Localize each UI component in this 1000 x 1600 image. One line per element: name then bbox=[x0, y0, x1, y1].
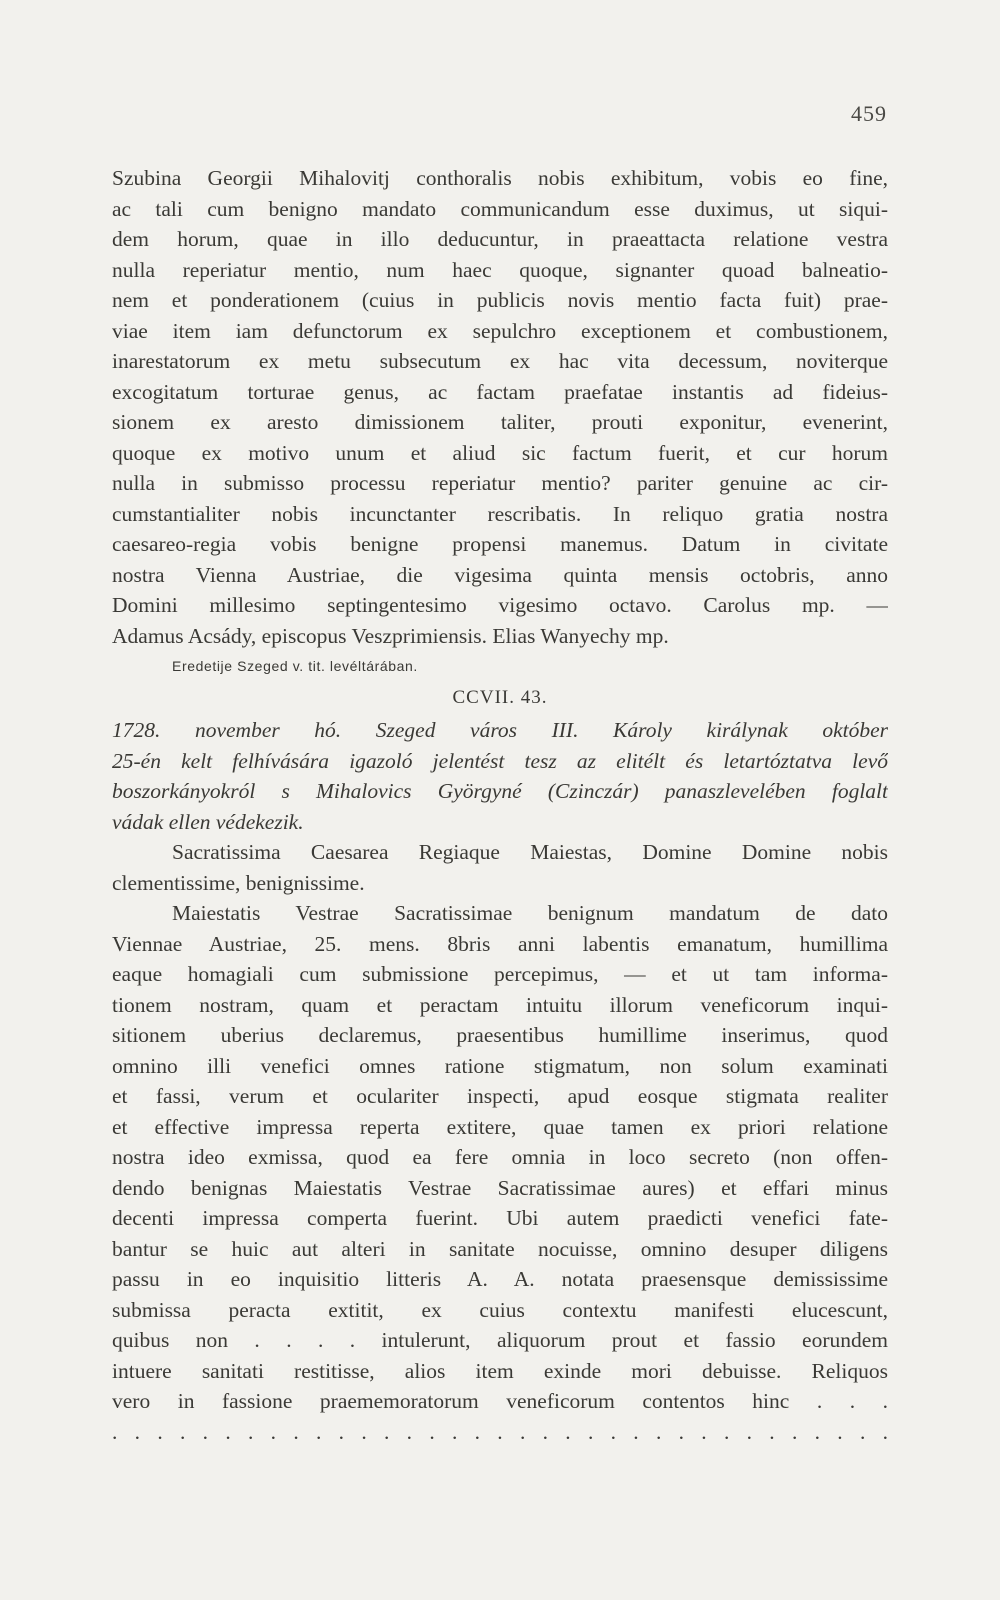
salutation bbox=[112, 837, 888, 898]
salutation-line: Sacratissima Caesarea Regiaque Maiestas, Domine Domine nobis bbox=[172, 840, 888, 864]
text-line: Viennae Austriae, 25. mens. 8bris anni labentis emanatum, humillima bbox=[112, 931, 888, 956]
text-line: sionem ex aresto dimissionem taliter, prouti exponitur, evenerint, bbox=[112, 410, 888, 434]
heading-line: boszorkányokról s Mihalovics Györgyné (Czinczár) panaszlevelében foglalt bbox=[112, 779, 888, 803]
page-number: 459 bbox=[851, 101, 887, 126]
text-line: nulla reperiatur mentio, num haec quoque, signanter quoad balneatio- bbox=[112, 257, 888, 282]
text-line: et effective impressa reperta extitere, quae tamen ex priori relatione bbox=[112, 1114, 888, 1139]
text-line: dem horum, quae in illo deducuntur, in praeattacta relatione vestra bbox=[112, 227, 888, 251]
text-line: intuere sanitati restitisse, alios item exinde mori debuisse. Reliquos bbox=[112, 1358, 888, 1383]
document-number: CCVII. 43. bbox=[452, 687, 548, 708]
text-line: bantur se huic aut alteri in sanitate nocuisse, omnino desuper diligens bbox=[112, 1236, 888, 1261]
text-line: Szubina Georgii Mihalovitj conthoralis nobis exhibitum, vobis eo fine, bbox=[112, 166, 888, 190]
heading-line: vádak ellen védekezik. bbox=[112, 809, 304, 834]
text-line: cumstantialiter nobis incunctanter rescribatis. In reliquo gratia nostra bbox=[112, 501, 888, 526]
text-line: vero in fassione praememoratorum veneficorum contentos hinc . . . bbox=[112, 1389, 888, 1413]
text-line: eaque homagiali cum submissione percepimus, — et ut tam informa- bbox=[112, 962, 888, 986]
text-line: dendo benignas Maiestatis Vestrae Sacratissimae aures) et effari minus bbox=[112, 1175, 888, 1200]
text-line: quoque ex motivo unum et aliud sic factum fuerit, et cur horum bbox=[112, 440, 888, 465]
text-line: Maiestatis Vestrae Sacratissimae benignum mandatum de dato bbox=[172, 901, 888, 925]
letter-body bbox=[112, 163, 888, 651]
text-line: Domini millesimo septingentesimo vigesimo octavo. Carolus mp. — bbox=[112, 593, 888, 617]
text-line: quibus non . . . . intulerunt, aliquorum prout et fassio eorundem bbox=[112, 1328, 888, 1352]
heading-line: 1728. november hó. Szeged város III. Károly királynak október bbox=[112, 718, 888, 742]
text-line: viae item iam defunctorum ex sepulchro exceptionem et combustionem, bbox=[112, 318, 888, 343]
ellipsis-line: . . . . . . . . . . . . . . . . . . . . . . . . . . . . . . . . . . . bbox=[112, 1419, 888, 1444]
text-line: sitionem uberius declaremus, praesentibus humillime inserimus, quod bbox=[112, 1023, 888, 1047]
text-line: submissa peracta extitit, ex cuius contextu manifesti elucescunt, bbox=[112, 1297, 888, 1322]
document-heading bbox=[112, 715, 888, 837]
text-line: excogitatum torturae genus, ac factam praefatae instantis ad fideius- bbox=[112, 379, 888, 404]
report-body bbox=[112, 898, 888, 1447]
text-line: decenti impressa comperta fuerint. Ubi autem praedicti venefici fate- bbox=[112, 1206, 888, 1230]
text-line: et fassi, verum et oculariter inspecti, apud eosque stigmata realiter bbox=[112, 1084, 888, 1108]
text-line: ac tali cum benigno mandato communicandum esse duximus, ut siqui- bbox=[112, 196, 888, 221]
salutation-line: clementissime, benignissime. bbox=[112, 870, 365, 895]
main-text bbox=[112, 163, 888, 1447]
source-note: Eredetije Szeged v. tit. levéltárában. bbox=[172, 658, 418, 674]
text-line: passu in eo inquisitio litteris A. A. notata praesensque demississime bbox=[112, 1267, 888, 1291]
text-line: nostra ideo exmissa, quod ea fere omnia in loco secreto (non offen- bbox=[112, 1145, 888, 1169]
text-line: inarestatorum ex metu subsecutum ex hac vita decessum, noviterque bbox=[112, 349, 888, 373]
text-line: nostra Vienna Austriae, die vigesima quinta mensis octobris, anno bbox=[112, 562, 888, 587]
text-line: tionem nostram, quam et peractam intuitu illorum veneficorum inqui- bbox=[112, 992, 888, 1017]
text-line: caesareo-regia vobis benigne propensi manemus. Datum in civitate bbox=[112, 532, 888, 556]
text-line: omnino illi venefici omnes ratione stigmatum, non solum examinati bbox=[112, 1053, 888, 1078]
text-line: nem et ponderationem (cuius in publicis novis mentio facta fuit) prae- bbox=[112, 288, 888, 312]
text-line: Adamus Acsády, episcopus Veszprimiensis. Elias Wanyechy mp. bbox=[112, 623, 669, 648]
heading-line: 25-én kelt felhívására igazoló jelentést tesz az elitélt és letartóztatva levő bbox=[112, 748, 888, 773]
text-line: nulla in submisso processu reperiatur mentio? pariter genuine ac cir- bbox=[112, 471, 888, 495]
